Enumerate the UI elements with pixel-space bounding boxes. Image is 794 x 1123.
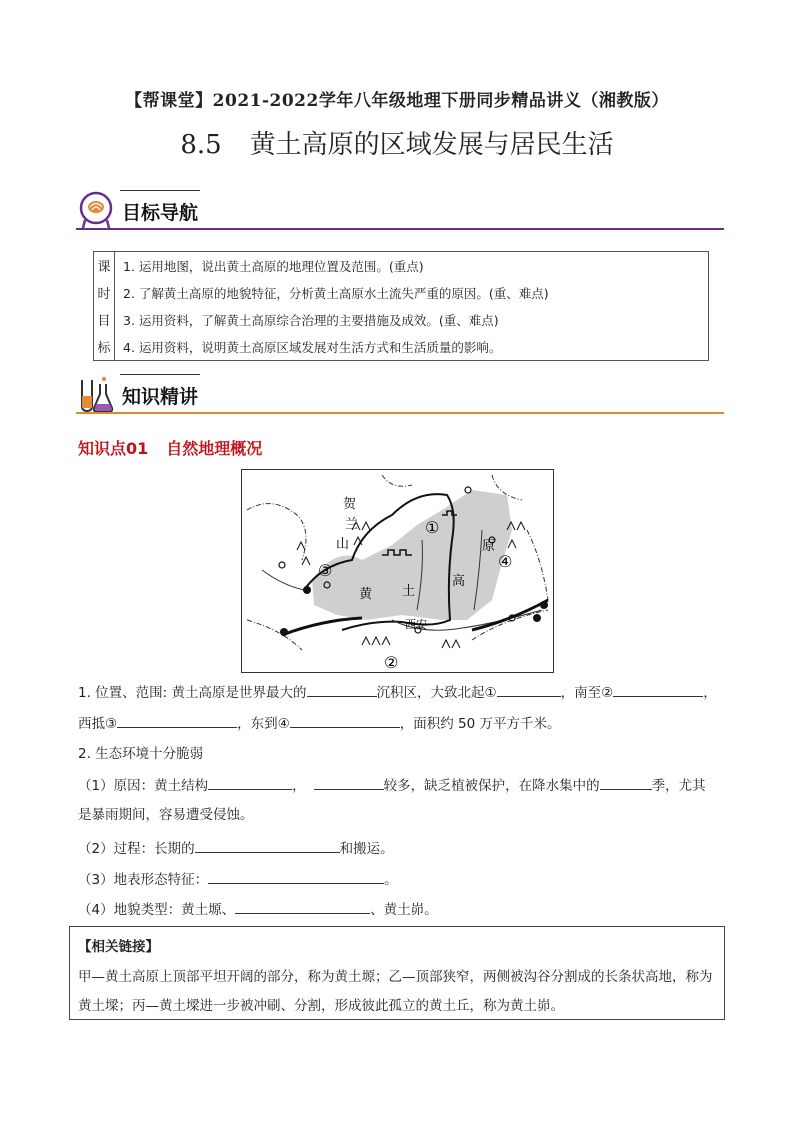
q2-s1-text-b: ，	[292, 778, 306, 794]
map-label-yuan: 原	[482, 539, 496, 554]
map-marker-2: ②	[384, 653, 399, 672]
blank[interactable]	[613, 682, 703, 697]
map-label-tu: 土	[402, 584, 416, 599]
related-link-box	[69, 926, 725, 1020]
knowledge-overline	[120, 374, 200, 375]
related-body: 甲—黄土高原上顶部平坦开阔的部分，称为黄土塬；乙—顶部狭窄，两侧被沟谷分割成的长条状高地，称为黄土墚；丙—黄土墚进一步被冲刷、分割，形成彼此孤立的黄土丘，称为黄土峁。	[78, 969, 713, 1014]
map-marker-4: ④	[498, 552, 513, 571]
knowledge-point-title	[78, 436, 262, 459]
q2-s4-text-a: （4）地貌类型：黄土塬、	[78, 902, 236, 918]
q2-s4-text-b: 、黄土峁。	[370, 902, 438, 918]
knowledge-section-header	[76, 374, 724, 414]
map-marker-1: ①	[425, 518, 440, 537]
blank[interactable]	[600, 775, 652, 790]
goals-rule	[76, 228, 724, 230]
q2-s1-text-a: （1）原因：黄土结构	[78, 778, 209, 794]
blank[interactable]	[235, 899, 370, 914]
goal-row	[94, 279, 709, 306]
flask-icon	[76, 374, 114, 414]
related-heading: 【相关链接】	[78, 939, 159, 955]
q2-s1-text-d: 季，尤其	[651, 778, 706, 794]
q1-text-f: ，东到④	[237, 716, 290, 732]
goal-row	[94, 306, 709, 333]
q2-s1-line1	[78, 775, 706, 796]
goals-overline	[120, 190, 200, 191]
goals-heading: 目标导航	[122, 202, 199, 224]
q1-text-b: 沉积区，大致北起①	[376, 685, 497, 701]
goal-row	[94, 252, 709, 280]
q1-text-g: ，面积约 50 万平方千米。	[399, 716, 561, 732]
q2-s3-text-b: 。	[384, 872, 398, 888]
q2-s4-line	[78, 899, 438, 920]
q1-line2	[78, 713, 560, 734]
knowledge-rule	[76, 412, 724, 414]
q2-s3-line	[78, 869, 398, 890]
map-label-shan: 山	[336, 537, 350, 552]
blank[interactable]	[208, 775, 292, 790]
goal-side-char: 标	[94, 333, 115, 361]
q2-s2-line	[78, 838, 394, 859]
goal-side-char: 课	[94, 252, 115, 280]
q1-text-c: ，南至②	[560, 685, 614, 701]
goal-row	[94, 333, 709, 361]
lesson-number: 8.5	[180, 130, 222, 160]
q2-s3-text-a: （3）地表形态特征：	[78, 872, 209, 888]
goals-section-header	[76, 190, 724, 230]
map-marker-3: ③	[318, 561, 333, 580]
blank[interactable]	[314, 775, 384, 790]
goal-item: 4. 运用资料，说明黄土高原区域发展对生活方式和生活质量的影响。	[115, 333, 709, 361]
goals-table	[93, 251, 709, 361]
blank[interactable]	[117, 713, 237, 728]
blank[interactable]	[195, 838, 340, 853]
blank[interactable]	[208, 869, 384, 884]
q1-text-e: 西抵③	[78, 716, 118, 732]
q2-s2-text-b: 和搬运。	[339, 841, 394, 857]
q2-s1-line2: 是暴雨期间，容易遭受侵蚀。	[78, 807, 254, 823]
map-label-huang: 黄	[359, 587, 373, 602]
goal-item: 2. 了解黄土高原的地貌特征，分析黄土高原水土流失严重的原因。(重、难点)	[115, 279, 709, 306]
blank[interactable]	[290, 713, 400, 728]
series-title: 【帮课堂】2021-2022学年八年级地理下册同步精品讲义（湘教版）	[125, 91, 669, 111]
q2-s2-text-a: （2）过程：长期的	[78, 841, 195, 857]
map-label-gao: 高	[452, 574, 466, 589]
q1-text-d: ，	[703, 685, 717, 701]
brain-head-icon	[76, 190, 114, 230]
goal-side-char: 时	[94, 279, 115, 306]
goal-side-char: 目	[94, 306, 115, 333]
lesson-title-text: 黄土高原的区域发展与居民生活	[249, 130, 614, 160]
map-drawing	[242, 470, 553, 672]
goal-item: 3. 运用资料，了解黄土高原综合治理的主要措施及成效。(重、难点)	[115, 306, 709, 333]
knowledge-point-name: 自然地理概况	[166, 439, 263, 458]
goal-item: 1. 运用地图，说出黄土高原的地理位置及范围。(重点)	[115, 252, 709, 280]
blank[interactable]	[307, 682, 377, 697]
loess-plateau-map	[241, 469, 554, 673]
lesson-title	[0, 124, 794, 161]
map-label-xian: 西安	[405, 618, 427, 631]
q1-text-a: 1. 位置、范围: 黄土高原是世界最大的	[78, 685, 307, 701]
map-label-lan: 兰	[345, 517, 359, 532]
knowledge-heading: 知识精讲	[122, 386, 199, 408]
knowledge-point-label: 知识点01	[78, 439, 149, 458]
blank[interactable]	[497, 682, 561, 697]
q1-line1	[78, 682, 717, 703]
q2-s1-text-c: 较多，缺乏植被保护，在降水集中的	[383, 778, 600, 794]
map-label-he: 贺	[343, 497, 357, 512]
q2-title: 2. 生态环境十分脆弱	[78, 746, 204, 762]
